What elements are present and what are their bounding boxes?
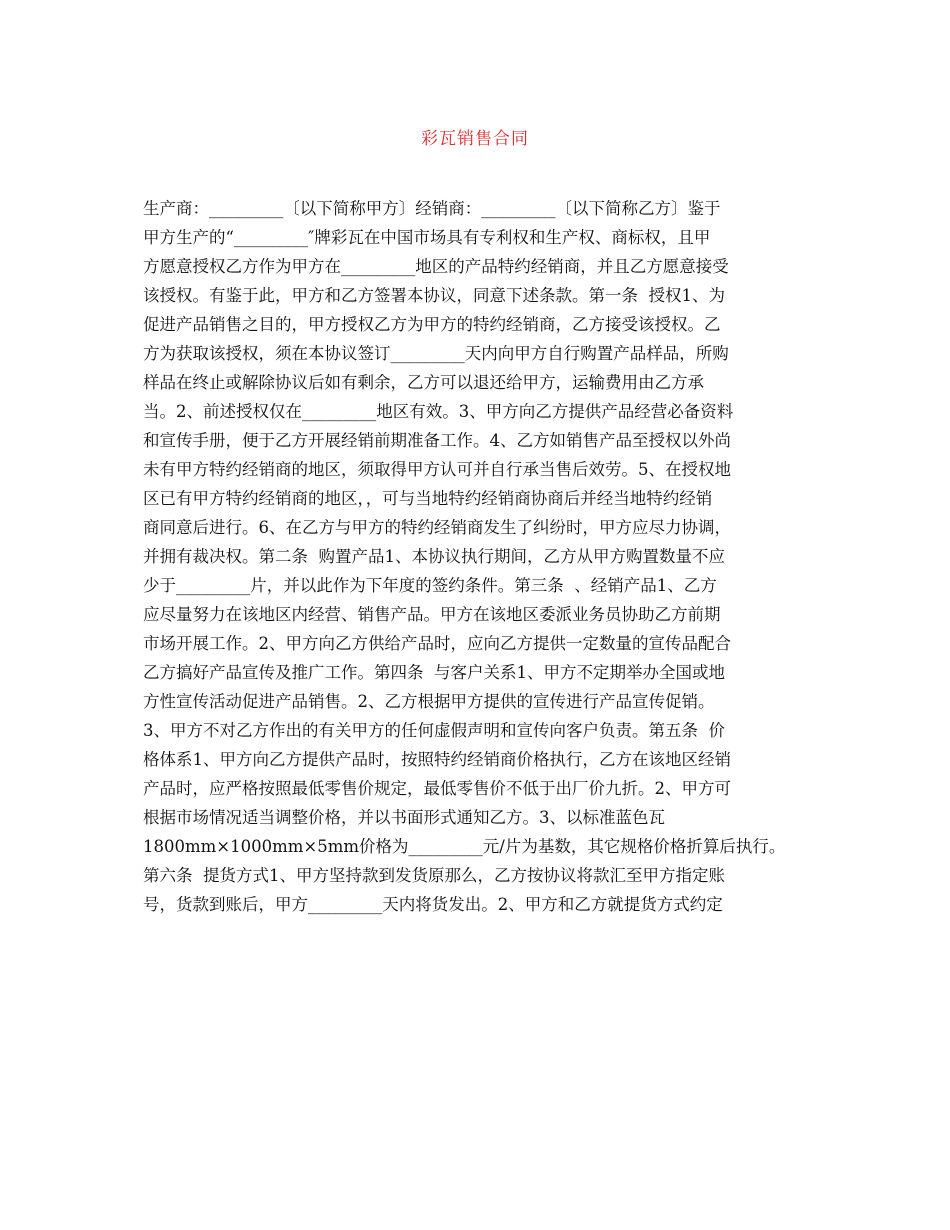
text-line: 格体系1、甲方向乙方提供产品时，按照特约经销商价格执行，乙方在该地区经销 <box>143 750 731 769</box>
text-line: 市场开展工作。2、甲方向乙方供给产品时，应向乙方提供一定数量的宣传品配合 <box>143 634 731 653</box>
text-line: 根据市场情况适当调整价格，并以书面形式通知乙方。3、以标准蓝色瓦 <box>143 808 665 827</box>
document-title: 彩瓦销售合同 <box>421 129 529 149</box>
text-line: 少于_________片，并以此作为下年度的签约条件。第三条 、经销产品1、乙方 <box>143 576 717 595</box>
text-line: 并拥有裁决权。第二条 购置产品1、本协议执行期间，乙方从甲方购置数量不应 <box>143 547 725 566</box>
text-line: 产品时，应严格按照最低零售价规定，最低零售价不低于出厂价九折。2、甲方可 <box>143 779 731 798</box>
text-line: 促进产品销售之目的，甲方授权乙方为甲方的特约经销商，乙方接受该授权。乙 <box>143 315 721 334</box>
text-line: 生产商：_________〔以下简称甲方〕经销商：_________〔以下简称乙方〕鉴于 <box>143 199 721 218</box>
text-line: 该授权。有鉴于此，甲方和乙方签署本协议，同意下述条款。第一条 授权1、为 <box>143 286 725 305</box>
text-line: 号，货款到账后，甲方_________天内将货发出。2、甲方和乙方就提货方式约定 <box>143 895 723 914</box>
text-line: 方性宣传活动促进产品销售。2、乙方根据甲方提供的宣传进行产品宣传促销。 <box>143 692 715 711</box>
text-line: 乙方搞好产品宣传及推广工作。第四条 与客户关系1、甲方不定期举办全国或地 <box>143 663 725 682</box>
text-line: 3、甲方不对乙方作出的有关甲方的任何虚假声明和宣传向客户负责。第五条 价 <box>143 721 725 740</box>
text-line: 甲方生产的“_________″牌彩瓦在中国市场具有专利权和生产权、商标权，且甲 <box>143 228 711 247</box>
text-line: 当。2、前述授权仅在_________地区有效。3、甲方向乙方提供产品经营必备资料 <box>143 402 734 421</box>
text-line: 应尽量努力在该地区内经营、销售产品。甲方在该地区委派业务员协助乙方前期 <box>143 605 721 624</box>
text-line: 商同意后进行。6、在乙方与甲方的特约经销商发生了纠纷时，甲方应尽力协调， <box>143 518 731 537</box>
text-line: 第六条 提货方式1、甲方坚持款到发货原那么，乙方按协议将款汇至甲方指定账 <box>143 866 725 885</box>
text-line: 区已有甲方特约经销商的地区，，可与当地特约经销商协商后并经当地特约经销 <box>143 489 713 508</box>
text-line: 方为获取该授权，须在本协议签订_________天内向甲方自行购置产品样品，所购 <box>143 344 729 363</box>
text-line: 方愿意授权乙方作为甲方在_________地区的产品特约经销商，并且乙方愿意接受 <box>143 257 729 276</box>
contract-body <box>143 194 808 919</box>
text-line: 1800mm×1000mm×5mm价格为_________元/片为基数，其它规格价格折算后执行。 <box>143 837 786 856</box>
text-line: 样品在终止或解除协议后如有剩余，乙方可以退还给甲方，运输费用由乙方承 <box>143 373 704 392</box>
text-line: 未有甲方特约经销商的地区，须取得甲方认可并自行承当售后效劳。5、在授权地 <box>143 460 731 479</box>
text-line: 和宣传手册，便于乙方开展经销前期准备工作。4、乙方如销售产品至授权以外尚 <box>143 431 731 450</box>
